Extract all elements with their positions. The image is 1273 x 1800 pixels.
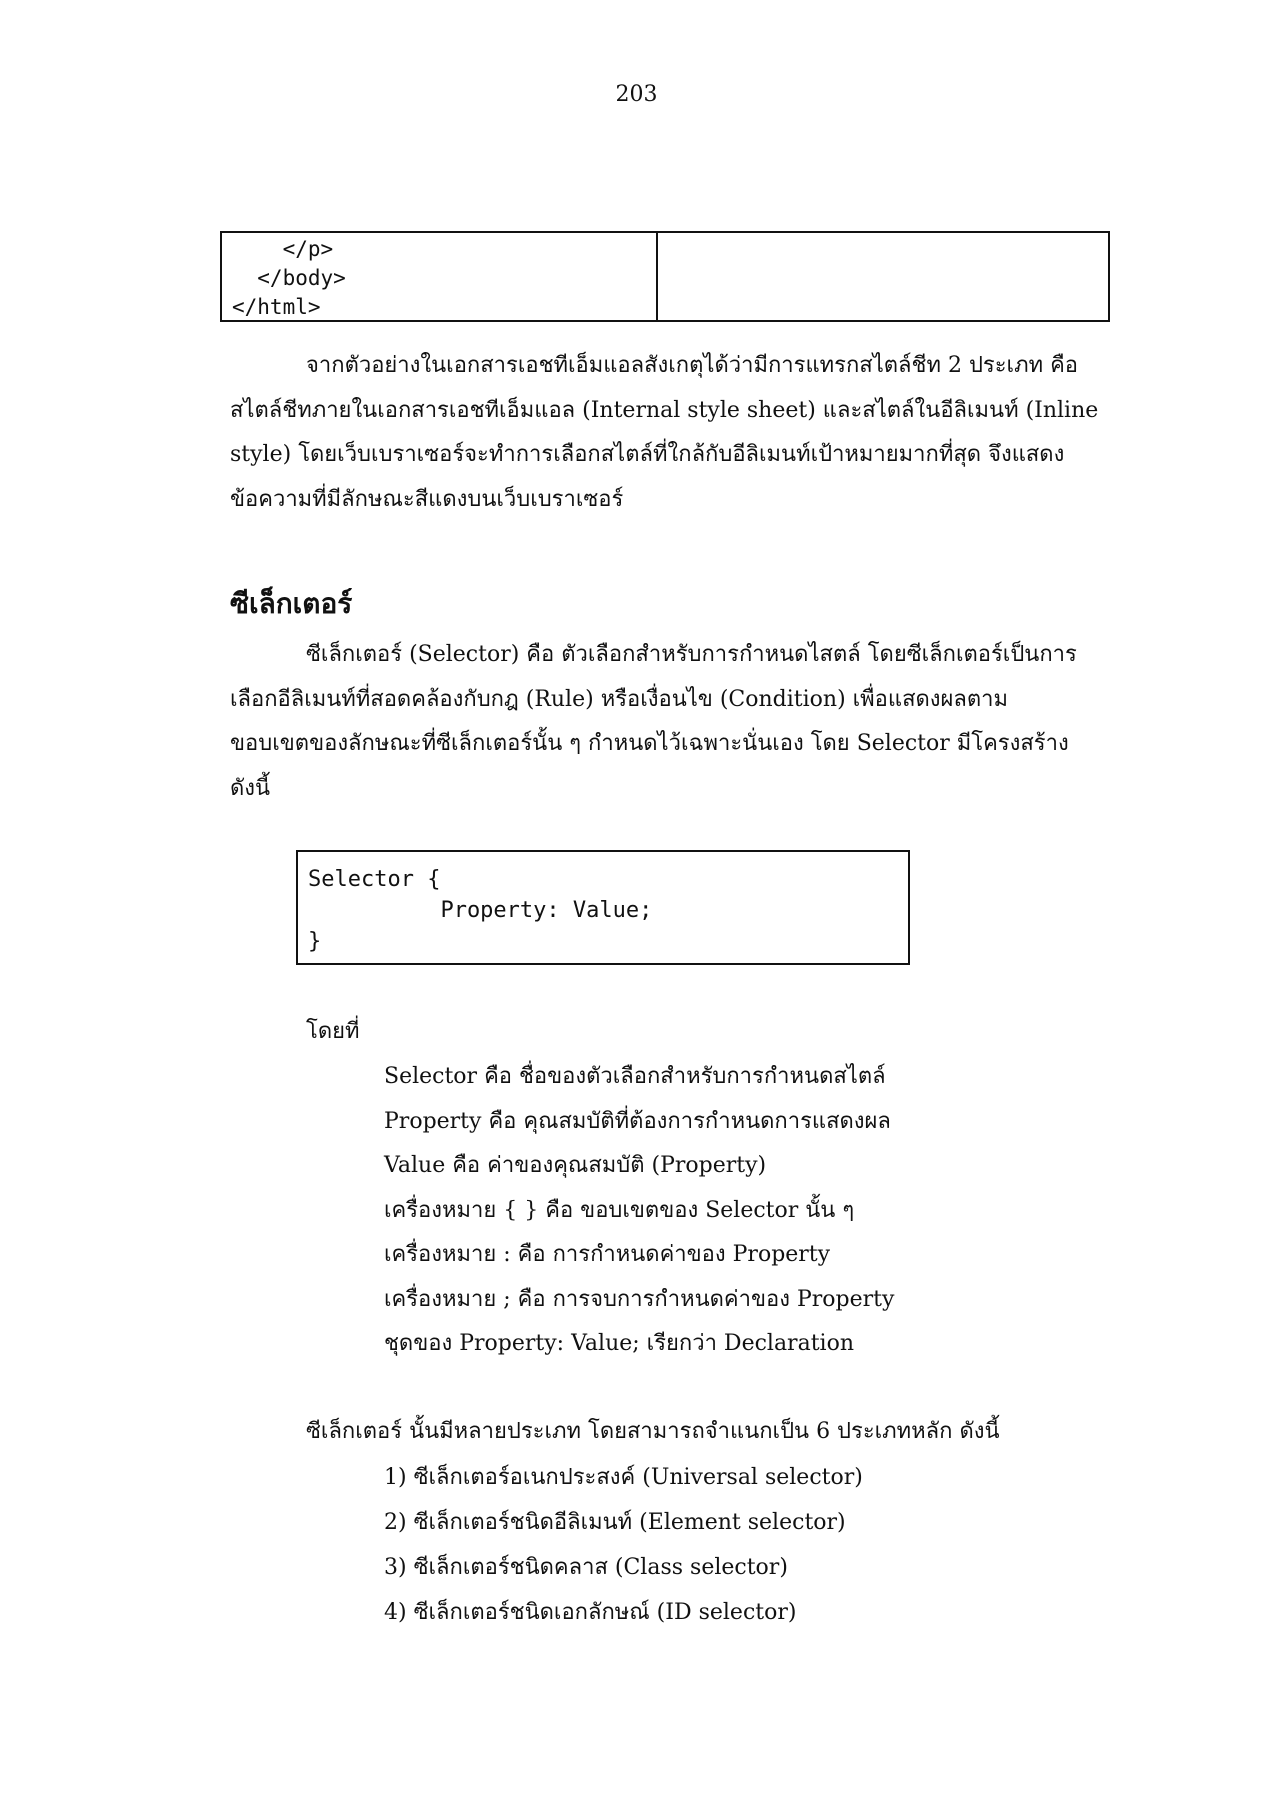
code-table-left-cell: </p> </body> </html> <box>222 233 658 320</box>
definition-item: Selector คือ ชื่อของตัวเลือกสำหรับการกำหนดสไตล์ <box>384 1064 886 1089</box>
paragraph-line: ดังนี้ <box>230 775 271 801</box>
paragraph-line: ขอบเขตของลักษณะที่ซีเล็กเตอร์นั้น ๆ กำหนดไว้เฉพาะนั่นเอง โดย Selector มีโครงสร้าง <box>230 731 1069 756</box>
syntax-code-box: Selector { Property: Value; } <box>296 850 910 965</box>
section-heading: ซีเล็กเตอร์ <box>230 587 353 620</box>
paragraph-line: style) โดยเว็บเบราเซอร์จะทำการเลือกสไตล์ที่ใกล้กับอีลิเมนท์เป้าหมายมากที่สุด จึงแสดง <box>230 442 1065 467</box>
paragraph-line: ข้อความที่มีลักษณะสีแดงบนเว็บเบราเซอร์ <box>230 486 624 512</box>
paragraph-line: จากตัวอย่างในเอกสารเอชทีเอ็มแอลสังเกตุได้ว่ามีการแทรกสไตล์ชีท 2 ประเภท คือ <box>306 353 1078 378</box>
paragraph-intro <box>230 344 1120 522</box>
selector-type-item: 4) ซีเล็กเตอร์ชนิดเอกลักษณ์ (ID selector) <box>384 1600 797 1625</box>
paragraph-line: เลือกอีลิเมนท์ที่สอดคล้องกับกฎ (Rule) หรือเงื่อนไข (Condition) เพื่อแสดงผลตาม <box>230 686 1009 712</box>
paragraph-line: สไตล์ชีทภายในเอกสารเอชทีเอ็มแอล (Internal style sheet) และสไตล์ในอีลิเมนท์ (Inline <box>230 397 1099 423</box>
paragraph-line: ซีเล็กเตอร์ (Selector) คือ ตัวเลือกสำหรับการกำหนดไสตล์ โดยซีเล็กเตอร์เป็นการ <box>306 642 1077 667</box>
where-label: โดยที่ <box>306 1019 360 1044</box>
selector-type-item: 1) ซีเล็กเตอร์อเนกประสงค์ (Universal selector) <box>384 1465 863 1490</box>
selector-type-item: 3) ซีเล็กเตอร์ชนิดคลาส (Class selector) <box>384 1555 788 1580</box>
definition-list <box>384 1055 894 1367</box>
definition-item: Value คือ ค่าของคุณสมบัติ (Property) <box>384 1153 767 1178</box>
paragraph-selector <box>230 633 1120 811</box>
page-number: 203 <box>615 82 658 107</box>
definition-item: เครื่องหมาย : คือ การกำหนดค่าของ Property <box>384 1242 831 1267</box>
definition-item: เครื่องหมาย ; คือ การจบการกำหนดค่าของ Property <box>384 1286 895 1312</box>
selector-type-list <box>384 1455 863 1635</box>
definition-item: ชุดของ Property: Value; เรียกว่า Declaration <box>384 1331 854 1356</box>
selector-type-item: 2) ซีเล็กเตอร์ชนิดอีลิเมนท์ (Element selector) <box>384 1510 846 1535</box>
types-intro: ซีเล็กเตอร์ นั้นมีหลายประเภท โดยสามารถจำแนกเป็น 6 ประเภทหลัก ดังนี้ <box>306 1419 1000 1444</box>
code-table-right-cell <box>658 233 1108 320</box>
definition-item: เครื่องหมาย { } คือ ขอบเขตของ Selector นั้น ๆ <box>384 1197 855 1223</box>
definition-item: Property คือ คุณสมบัติที่ต้องการกำหนดการแสดงผล <box>384 1108 891 1134</box>
code-table <box>220 231 1110 322</box>
